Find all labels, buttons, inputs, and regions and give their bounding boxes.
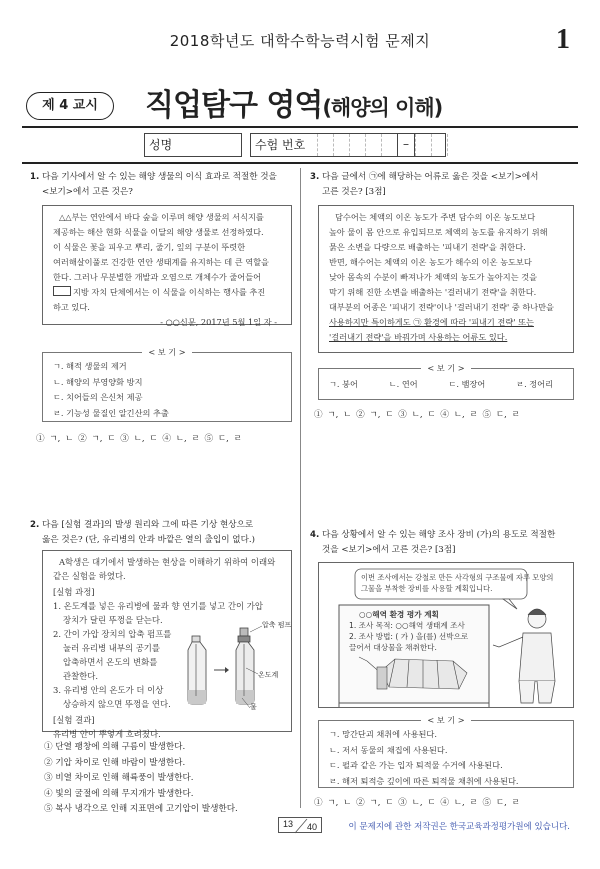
q2-intro: 같은 실험을 하였다. xyxy=(53,571,126,581)
bottle-left xyxy=(188,636,206,704)
q1-choices[interactable]: ① ㄱ, ㄴ ② ㄱ, ㄷ ③ ㄴ, ㄷ ④ ㄴ, ㄹ ⑤ ㄷ, ㄹ xyxy=(36,434,242,444)
question-3 xyxy=(310,170,572,200)
speech-line: 그물을 부착한 장비를 사용할 계획입니다. xyxy=(361,584,493,593)
digit-cell[interactable] xyxy=(317,134,333,156)
q2-choice[interactable]: ③ 비열 차이로 인해 해륙풍이 발생한다. xyxy=(44,773,194,783)
subject-title xyxy=(145,80,442,124)
q3-passage-line: 반면, 해수어는 체액의 이온 농도가 해수의 이온 농도보다 xyxy=(329,257,532,267)
q2-step: 장치가 달린 뚜껑을 닫는다. xyxy=(63,615,163,625)
q3-passage-box xyxy=(318,205,574,353)
q2-step: 1. 온도계를 넣은 유리병에 물과 향 연기를 넣고 간이 가압 xyxy=(53,601,263,611)
q3-passage-line: 낮아 몸속의 수분이 빠져나가 체액의 농도가 높아지는 것을 xyxy=(329,272,538,282)
q4-bogi-title: < 보 기 > xyxy=(421,715,470,725)
period-badge: 제 4 교시 xyxy=(26,92,114,120)
header-rule xyxy=(22,126,578,128)
q2-step: 2. 간이 가압 장치의 압축 펌프를 xyxy=(53,629,172,639)
q4-bogi-item: ㄷ. 펄과 같은 가는 입자 퇴적물 수거에 사용된다. xyxy=(329,760,503,770)
digit-cell[interactable] xyxy=(381,134,397,156)
q1-article-line: 제공하는 해산 현화 식물을 이달의 해양 생물로 선정하였다. xyxy=(53,227,264,237)
name-label: 성명 xyxy=(149,138,173,152)
name-box xyxy=(144,133,242,157)
speech-line: 이번 조사에서는 강철로 만든 사각형의 구조물에 자루 모양의 xyxy=(361,573,554,582)
question-4 xyxy=(310,528,572,558)
q1-article-line: 한다. 그러나 무분별한 개발과 오염으로 개체수가 줄어들어 xyxy=(53,272,262,282)
q2-number: 2. xyxy=(30,520,40,530)
q3-stem-1: 다음 글에서 ㉠에 해당하는 어류로 옳은 것을 <보기>에서 xyxy=(321,172,539,182)
board-item: 끌어서 대상물을 채취한다. xyxy=(349,643,437,652)
digit-cell[interactable] xyxy=(431,134,447,156)
q3-passage-line: 막기 위해 진한 소변을 배출하는 '걸러내기 전략'을 취한다. xyxy=(329,287,537,297)
thermometer-label: 온도계 xyxy=(258,671,279,679)
q1-bogi-item: ㄴ. 해양의 부영양화 방지 xyxy=(53,376,143,387)
board-item: 2. 조사 방법: ( 가 ) 을(를) 선박으로 xyxy=(349,632,469,641)
q2-process-title: [실험 과정] xyxy=(53,587,95,597)
footer-page-current: 13 xyxy=(283,819,294,829)
q3-bogi-item: ㄷ. 뱀장어 xyxy=(448,379,486,389)
q2-choices xyxy=(44,740,238,818)
page-number: 1 xyxy=(556,24,570,55)
q3-passage-line: 담수어는 체액의 이온 농도가 주변 담수의 이온 농도보다 xyxy=(335,212,536,222)
q3-bogi-box xyxy=(318,363,574,400)
board-text xyxy=(349,609,468,653)
q3-choices[interactable]: ① ㄱ, ㄴ ② ㄱ, ㄷ ③ ㄴ, ㄷ ④ ㄴ, ㄹ ⑤ ㄷ, ㄹ xyxy=(314,410,520,420)
exam-number-cells xyxy=(317,134,463,156)
q1-bogi-box xyxy=(42,347,292,422)
subject-sub: (해양의 이해) xyxy=(322,96,443,120)
footer-page-counter xyxy=(278,817,322,833)
q2-stem-1: 다음 [실험 결과]의 발생 원리와 그에 따른 기상 현상으로 xyxy=(41,520,254,530)
board-item: 1. 조사 목적: ○○해역 생태계 조사 xyxy=(349,621,465,630)
exam-title: 2018학년도 대학수학능력시험 문제지 xyxy=(169,32,431,50)
q3-bogi-title: < 보 기 > xyxy=(421,363,470,373)
exam-number-dash: – xyxy=(397,134,415,156)
q1-article-line: 이 식물은 꽃을 피우고 뿌리, 줄기, 잎의 구분이 뚜렷한 xyxy=(53,242,246,252)
q2-step: 눌러 유리병 내부의 공기를 xyxy=(63,643,160,653)
q2-step: 상승하지 않으면 뚜껑을 연다. xyxy=(63,699,171,709)
subject-main: 직업탐구 영역 xyxy=(145,88,323,123)
q1-stem-1: 다음 기사에서 알 수 있는 해양 생물의 이식 효과로 적절한 것을 xyxy=(41,172,277,182)
q3-passage-line: 묽은 소변을 다량으로 배출하는 '피내기 전략'을 취한다. xyxy=(329,242,526,252)
digit-cell[interactable] xyxy=(415,134,431,156)
q1-article-line: △△부는 연안에서 바다 숲을 이루며 해양 생물의 서식지를 xyxy=(59,212,264,222)
q4-stem-2: 것을 <보기>에서 고른 것은? [3점] xyxy=(322,545,456,555)
q2-step: 3. 유리병 안의 온도가 더 이상 xyxy=(53,685,164,695)
exam-number-label: 수험 번호 xyxy=(255,138,306,152)
question-2 xyxy=(30,518,292,548)
q3-number: 3. xyxy=(310,172,320,182)
q1-article-box xyxy=(42,205,292,325)
q4-number: 4. xyxy=(310,530,320,540)
q3-bogi-item: ㄱ. 붕어 xyxy=(329,379,358,389)
q3-bogi-item: ㄹ. 정어리 xyxy=(516,379,553,389)
presenter-figure xyxy=(493,609,555,703)
q1-bogi-title: < 보 기 > xyxy=(142,347,191,357)
q1-article-line: 하고 있다. xyxy=(53,302,90,312)
q4-bogi-box xyxy=(318,715,574,788)
q1-bogi-item: ㄹ. 기능성 물질인 알긴산의 추출 xyxy=(53,407,169,418)
speech-text xyxy=(361,572,553,594)
header-bottom-rule xyxy=(22,162,578,164)
q1-bogi-item: ㄱ. 해적 생물의 제거 xyxy=(53,361,127,371)
pump-label: 압축 펌프 xyxy=(262,621,292,629)
question-1 xyxy=(30,170,292,200)
q1-stem-2: <보기>에서 고른 것은? xyxy=(42,187,133,197)
q2-step: 관찰한다. xyxy=(63,671,99,681)
q2-choice[interactable]: ⑤ 복사 냉각으로 인해 지표면에 고기압이 발생한다. xyxy=(44,804,238,814)
water-label: 물 xyxy=(250,703,257,711)
q1-source: - ○○신문, 2017년 5월 1일 자 - xyxy=(160,317,277,327)
arrow-head-icon xyxy=(225,667,229,673)
column-divider xyxy=(300,168,301,808)
q2-choice[interactable]: ④ 빛의 굴절에 의해 무지개가 발생한다. xyxy=(44,788,194,799)
q4-bogi-item: ㄴ. 저서 동물의 채집에 사용된다. xyxy=(329,744,448,755)
q3-passage-line: 대부분의 어종은 '피내기 전략'이나 '걸러내기 전략' 중 하나만을 xyxy=(329,302,554,312)
bottle-right xyxy=(236,628,254,704)
q2-step: 압축하면서 온도의 변화를 xyxy=(63,657,158,667)
digit-cell[interactable] xyxy=(365,134,381,156)
q2-intro: A학생은 대기에서 발생하는 현상을 이해하기 위하여 이래와 xyxy=(59,557,276,567)
q1-article-line: 지방 자치 단체에서는 이 식물을 이식하는 행사를 추진 xyxy=(73,287,266,297)
copyright-notice: 이 문제지에 관한 저작권은 한국교육과정평가원에 있습니다. xyxy=(348,822,570,832)
q4-bogi-item: ㄹ. 해저 퇴적층 깊이에 따른 퇴적물 채취에 사용된다. xyxy=(329,775,519,786)
q3-stem-2: 고른 것은? [3점] xyxy=(322,187,386,197)
q4-stem-1: 다음 상황에서 알 수 있는 해양 조사 장비 (가)의 용도로 적절한 xyxy=(321,530,556,540)
q2-choice[interactable]: ① 단열 팽창에 의해 구름이 발생한다. xyxy=(44,742,186,752)
digit-cell[interactable] xyxy=(333,134,349,156)
digit-cell[interactable] xyxy=(447,134,463,156)
q3-passage-line: 높아 물이 몸 안으로 유입되므로 체액의 농도를 유지하기 위해 xyxy=(329,227,548,237)
q4-choices[interactable]: ① ㄱ, ㄴ ② ㄱ, ㄷ ③ ㄴ, ㄷ ④ ㄴ, ㄹ ⑤ ㄷ, ㄹ xyxy=(314,798,520,808)
blank-box xyxy=(53,286,71,296)
q1-number: 1. xyxy=(30,172,40,182)
footer-page-total: 40 xyxy=(306,822,317,832)
bottle-illustration xyxy=(178,618,290,710)
q3-bogi-item: ㄴ. 연어 xyxy=(388,379,418,389)
q2-choice[interactable]: ② 기압 차이로 인해 바람이 발생한다. xyxy=(44,757,186,768)
exam-number-box xyxy=(250,133,446,157)
board-title: ○○해역 환경 평가 계획 xyxy=(359,610,439,619)
q4-bogi-item: ㄱ. 망간단괴 채취에 사용된다. xyxy=(329,729,437,739)
q3-passage-line: 사용하지만 특이하게도 ㉠ 환경에 따라 '피내기 전략' 또는 xyxy=(329,317,534,327)
q3-passage-line: '걸러내기 전략'을 바꿔가며 사용하는 어류도 있다. xyxy=(329,332,508,342)
q2-result: 유리병 안이 뿌옇게 흐려졌다. xyxy=(53,729,161,739)
q1-bogi-item: ㄷ. 치어들의 은신처 제공 xyxy=(53,392,143,402)
q4-scene-box xyxy=(318,562,574,708)
digit-cell[interactable] xyxy=(349,134,365,156)
q2-result-title: [실험 결과] xyxy=(53,715,95,725)
q2-stem-2: 옳은 것은? (단, 유리병의 안과 바깥은 열의 출입이 없다.) xyxy=(42,535,255,545)
q1-article-line: 여러해살이풀로 건강한 연안 생태계를 유지하는 데 큰 역할을 xyxy=(53,257,269,267)
